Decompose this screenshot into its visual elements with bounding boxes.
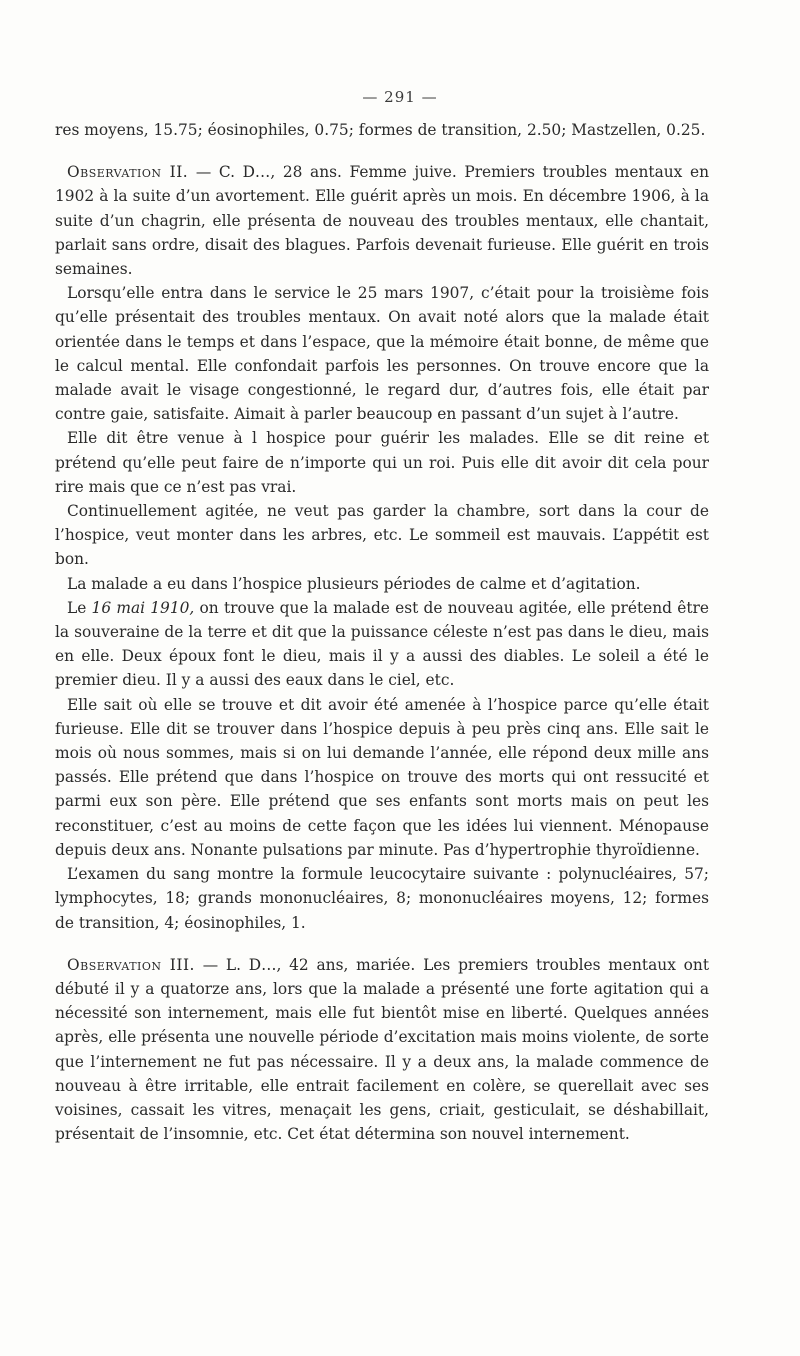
paragraph-orientation: Elle sait où elle se trouve et dit avoir été amenée à l’hospice parce qu’elle était furieuse. Elle dit se trouver dans l’hospice depuis à peu près cinq ans. Elle sait le mois où nous sommes, mais si on lui demande l’année, elle répond deux mille ans passés. Elle prétend que dans l’hospice on trouve des morts qui ont ressucité et parmi eux son père. Elle prétend que ses enfants sont morts mais on peut les reconstituer, c’est au moins de cette façon que les idées lui viennent. Ménopause depuis deux ans. Nonante pulsations par minute. Pas d’hypertrophie thyroïdienne. <box>55 695 709 859</box>
observation-2-paragraph <box>55 160 709 281</box>
paragraph-blood-exam: L’examen du sang montre la formule leucocytaire suivante : polynucléaires, 57; lymphocytes, 18; grands mononucléaires, 8; mononucléaires moyens, 12; formes de transition, 4; éosinophiles, 1. <box>55 865 709 932</box>
paragraph-may-date: 16 mai 1910, <box>91 598 195 617</box>
observation-3-paragraph <box>55 953 709 1147</box>
page-number: — 291 — <box>362 88 438 106</box>
observation-3-text: — L. D…, 42 ans, mariée. Les premiers troubles mentaux ont débuté il y a quatorze ans, lors que la malade a présenté une forte agitation qui a nécessité son internement, mais elle fut bientôt mise en liberté. Quelques années après, elle présenta une nouvelle période d’excitation mais moins violente, de sorte que l’internement ne fut pas nécessaire. Il y a deux ans, la malade commence de nouveau à être irritable, elle entrait facilement en colère, se querellait avec ses voisines, cassait les vitres, menaçait les gens, criait, gesticulait, se déshabillait, présentait de l’insomnie, etc. Cet état détermina son nouvel internement. <box>55 955 710 1144</box>
observation-2-heading: Observation II. <box>67 163 189 182</box>
paragraph-periods: La malade a eu dans l’hospice plusieurs périodes de calme et d’agitation. <box>67 574 641 593</box>
observation-2-text: — C. D…, 28 ans. Femme juive. Premiers troubles mentaux en 1902 à la suite d’un avortement. Elle guérit après un mois. En décembre 1906, à la suite d’un chagrin, elle présenta de nouveau des troubles mentaux, elle chantait, parlait sans ordre, disait des blagues. Parfois devenait furieuse. Elle guérit en trois semaines. <box>55 163 709 279</box>
paragraph-may-text: on trouve que la malade est de nouveau agitée, elle prétend être la souveraine de la terre et dit que la puissance céleste n’est pas dans le dieu, mais en elle. Deux époux font le dieu, mais il y a aussi des diables. Le soleil a été le premier dieu. Il y a aussi des eaux dans le ciel, etc. <box>55 598 709 690</box>
paragraph-delusions: Elle dit être venue à l hospice pour guérir les malades. Elle se dit reine et prétend qu’elle peut faire de n’importe qui un roi. Puis elle dit avoir dit cela pour rire mais que ce n’est pas vrai. <box>55 429 709 496</box>
paragraph-continuation: res moyens, 15.75; éosinophiles, 0.75; formes de transition, 2.50; Mastzellen, 0.25. <box>55 121 706 139</box>
body-text <box>55 118 709 1146</box>
paragraph-admission: Lorsqu’elle entra dans le service le 25 mars 1907, c’était pour la troisième fois qu’elle présentait des troubles mentaux. On avait noté alors que la malade était orientée dans le temps et dans l’espace, que la mémoire était bonne, de même que le calcul mental. Elle confondait parfois les personnes. On trouve encore que la malade avait le visage congestionné, le regard dur, d’autres fois, elle était par contre gaie, satisfaite. Aimait à parler beaucoup en passant d’un sujet à l’autre. <box>55 284 709 424</box>
paragraph-agitation: Continuellement agitée, ne veut pas garder la chambre, sort dans la cour de l’hospice, veut monter dans les arbres, etc. Le sommeil est mauvais. L’appétit est bon. <box>55 502 709 569</box>
paragraph-may-prefix: Le <box>67 598 92 617</box>
observation-3-heading: Observation III. <box>67 955 195 974</box>
paragraph-may-1910 <box>55 596 709 693</box>
